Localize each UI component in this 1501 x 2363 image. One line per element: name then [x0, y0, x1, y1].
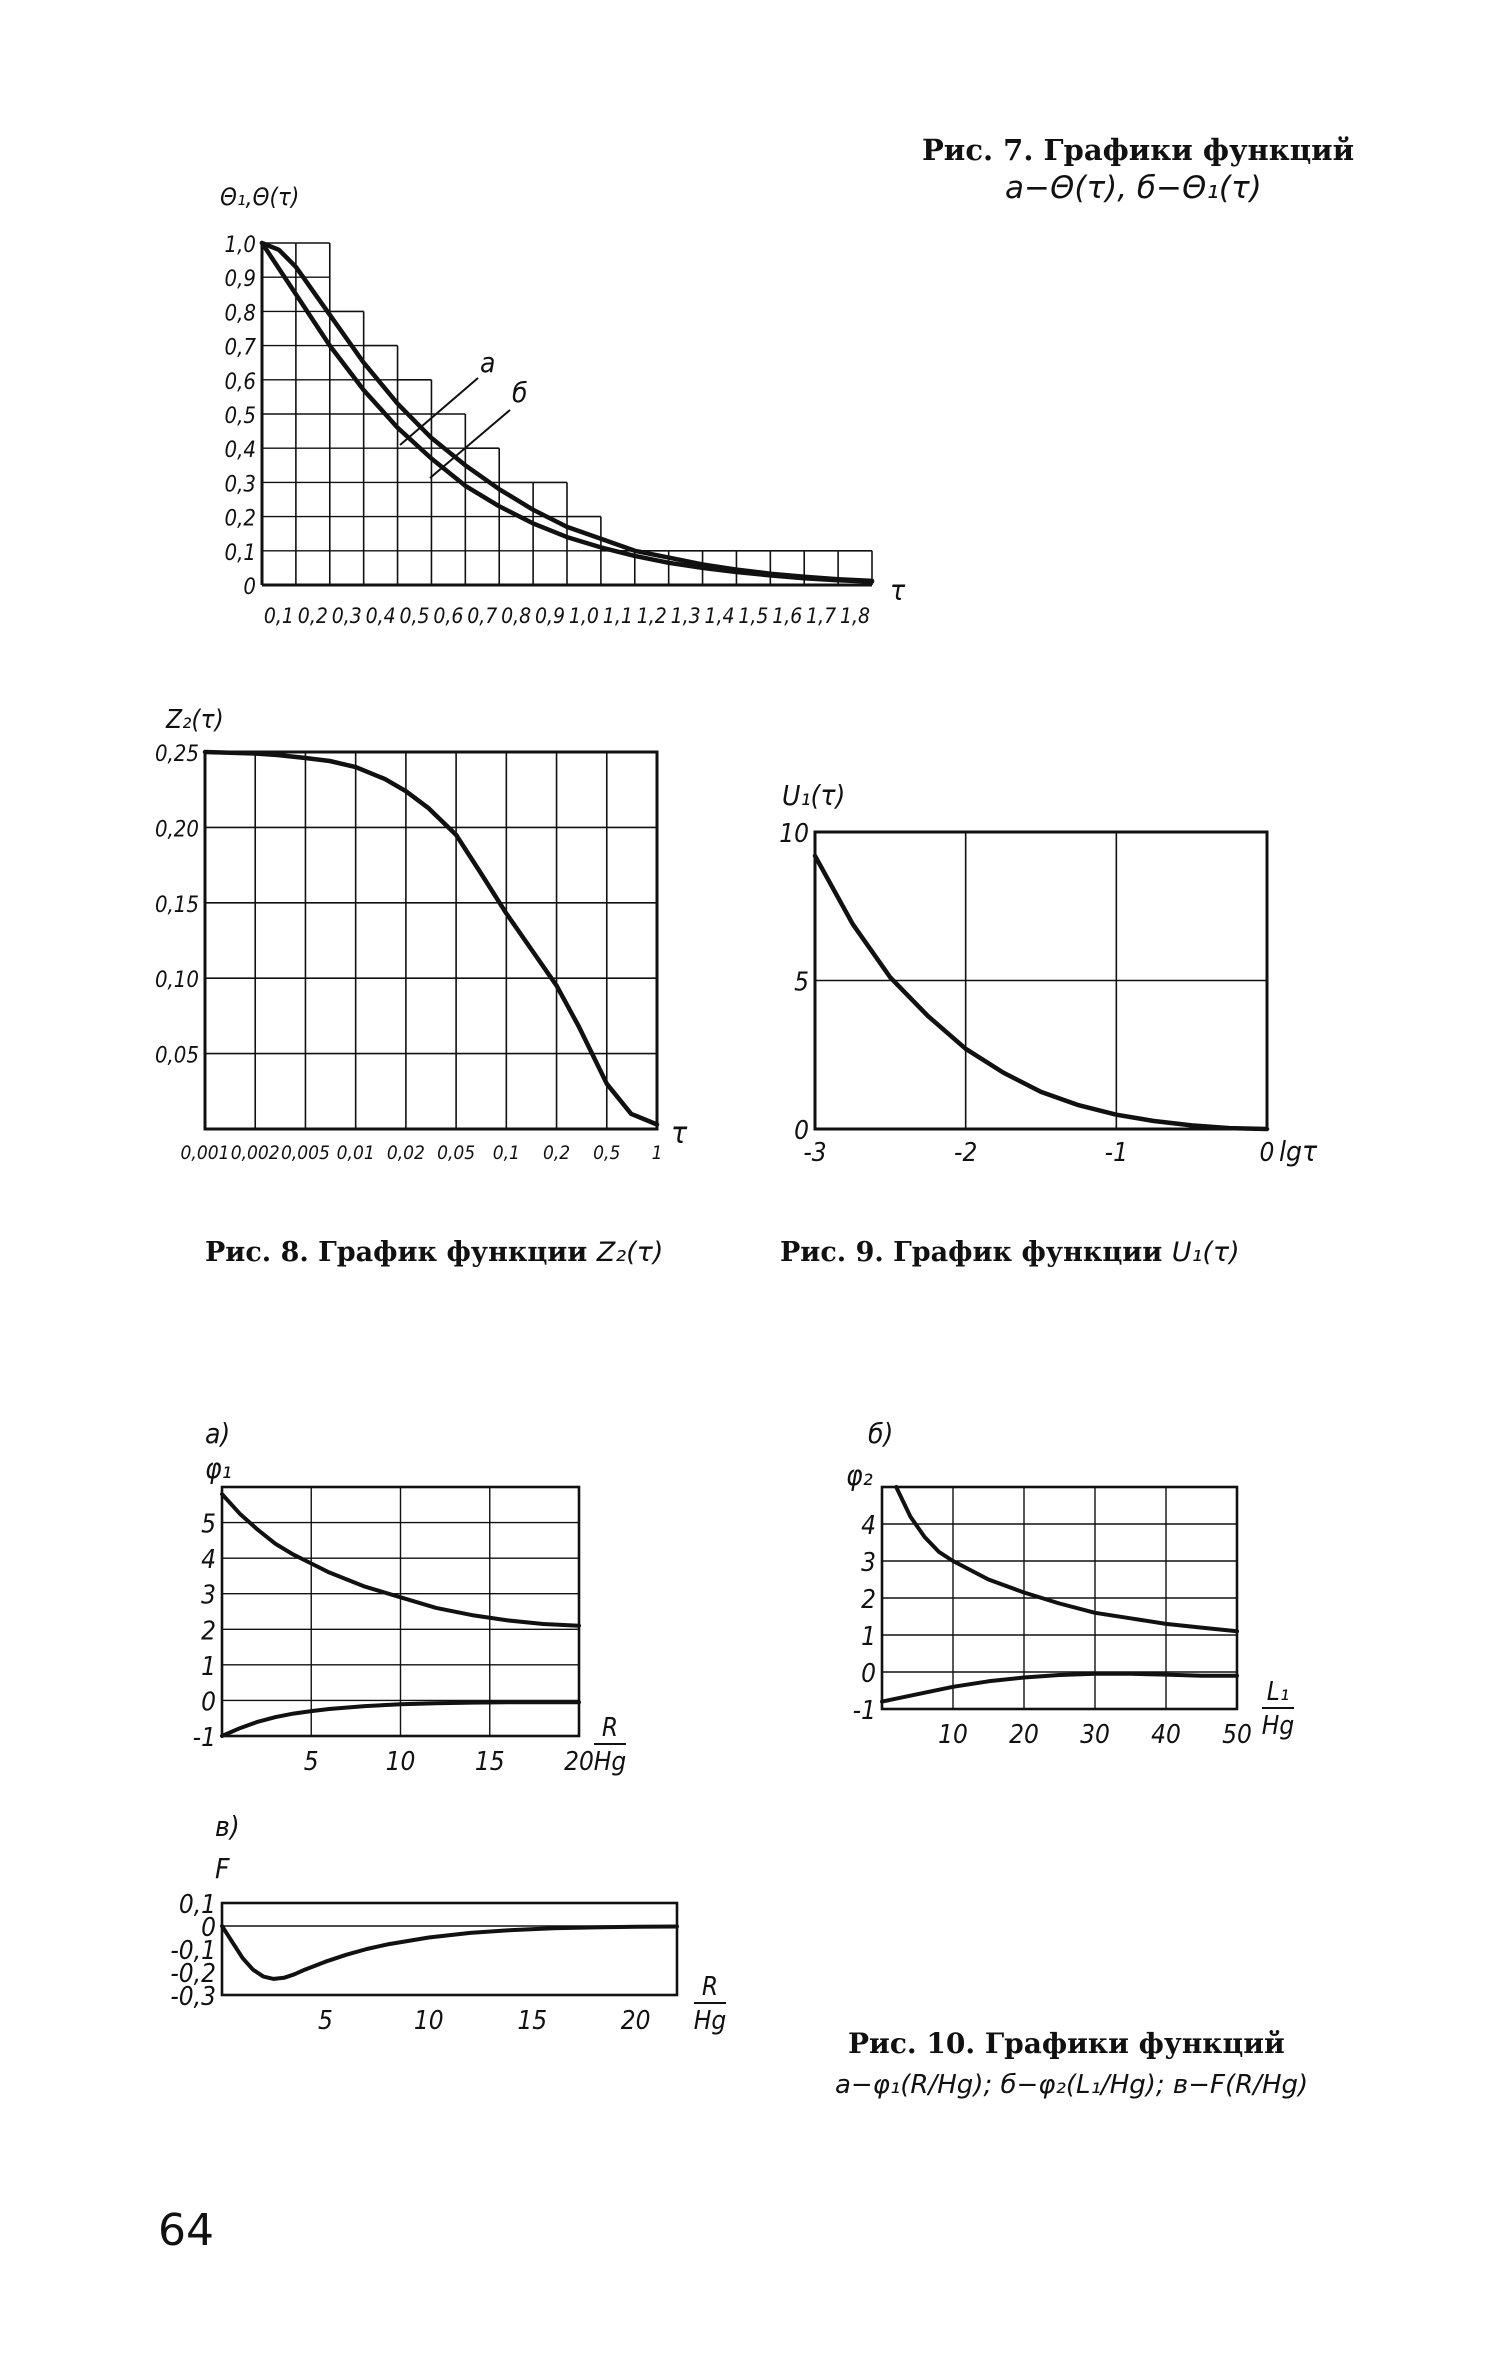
fig8-x-tick-label: 0,2 [542, 1142, 571, 1164]
fig8-y-tick-label: 0,25 [154, 742, 199, 767]
fig10v-x-axis-label-denominator: Hg [693, 2006, 727, 2036]
fig10a-x-tick-label: 15 [474, 1747, 505, 1777]
fig7-annotation-a: а [480, 346, 496, 379]
fig10a-x-axis-label-numerator: R [601, 1713, 619, 1743]
fig8-caption-prefix: Рис. 8. График функции [205, 1237, 588, 1268]
fig9-x-tick-label: -3 [803, 1138, 827, 1168]
fig8-y-axis-label: Z₂(τ) [166, 705, 224, 735]
fig7-annotation-b: б [512, 376, 528, 409]
fig9-chart [779, 779, 1318, 1168]
fig8-x-tick-label: 0,005 [280, 1142, 330, 1164]
fig10v-panel-label: в) [215, 1810, 240, 1843]
fig10a-y-tick-label: 5 [201, 1509, 216, 1540]
fig10v-y-tick-label: -0,2 [170, 1959, 216, 1989]
fig9-y-tick-label: 5 [794, 967, 809, 998]
fig10b-y-tick-label: 3 [861, 1548, 876, 1578]
fig7-y-axis-label: Θ₁,Θ(τ) [220, 183, 300, 211]
fig8-x-tick-label: 0,001 [180, 1142, 230, 1164]
fig7-y-tick-label: 0,7 [224, 335, 256, 361]
fig7-y-tick-label: 0,4 [224, 438, 256, 464]
fig7-x-tick-label: 1,5 [738, 604, 769, 628]
fig10v-y-tick-label: 0,1 [178, 1890, 216, 1920]
fig10v-x-axis-label-numerator: R [701, 1972, 719, 2002]
fig10v-y-tick-label: -0,1 [170, 1936, 216, 1966]
fig10b-series-line-1 [896, 1487, 1237, 1631]
fig10b-x-tick-label: 20 [1009, 1720, 1039, 1750]
fig9-x-tick-label: 0 [1259, 1138, 1275, 1168]
fig9-x-tick-label: -1 [1104, 1138, 1128, 1168]
fig8-series-line-1 [205, 752, 657, 1125]
fig7-x-tick-label: 0,6 [433, 604, 464, 628]
fig8-chart [155, 705, 688, 1164]
fig9-y-tick-label: 10 [779, 819, 809, 849]
fig10a-x-tick-label: 10 [385, 1747, 416, 1777]
fig9-y-tick-label: 0 [794, 1116, 809, 1146]
fig7-x-tick-label: 1,7 [806, 604, 837, 628]
fig8-x-tick-label: 0,01 [336, 1142, 375, 1164]
fig7-caption-functions: а−Θ(τ), б−Θ₁(τ) [1005, 170, 1262, 206]
fig8-x-tick-label: 0,05 [437, 1142, 476, 1164]
fig10v-x-tick-label: 10 [413, 2006, 444, 2036]
fig8-y-tick-label: 0,15 [154, 892, 199, 918]
fig7-y-tick-label: 1,0 [224, 233, 256, 258]
fig10b-x-tick-label: 30 [1080, 1720, 1110, 1750]
fig10b-y-tick-label: 4 [861, 1511, 876, 1541]
fig7-caption-line1: Рис. 7. Графики функций [922, 133, 1355, 167]
fig10a-x-tick-label: 5 [303, 1747, 319, 1777]
fig10v-series-line-1 [222, 1926, 677, 1979]
fig7-x-tick-label: 1,8 [840, 604, 871, 628]
fig10-caption-line1: Рис. 10. Графики функций [848, 2027, 1285, 2060]
fig10a-x-axis-label-denominator: Hg [593, 1747, 627, 1777]
fig10v-chart [170, 1810, 726, 2036]
fig10v-x-tick-label: 5 [317, 2006, 333, 2036]
fig8-x-tick-label: 0,002 [230, 1142, 280, 1164]
fig10b-x-tick-label: 50 [1222, 1720, 1252, 1750]
fig9-x-tick-label: -2 [954, 1138, 978, 1168]
fig10b-y-tick-label: 0 [861, 1659, 876, 1689]
fig7-x-tick-label: 1,3 [670, 604, 701, 628]
fig10a-chart [193, 1417, 627, 1777]
fig10a-y-tick-label: 0 [201, 1687, 216, 1718]
fig7-x-tick-label: 0,1 [263, 604, 294, 628]
fig7-y-tick-label: 0,5 [224, 404, 256, 429]
fig10b-y-axis-label: φ₂ [846, 1459, 873, 1492]
fig10a-y-tick-label: 4 [201, 1545, 216, 1576]
fig10b-y-tick-label: 1 [861, 1622, 876, 1652]
fig10b-x-axis-label-numerator: L₁ [1266, 1677, 1290, 1707]
fig7-chart [220, 183, 906, 628]
fig10a-y-tick-label: 3 [201, 1580, 216, 1611]
fig10b-series-line-2 [882, 1674, 1237, 1702]
fig9-caption-function: U₁(τ) [1171, 1237, 1240, 1268]
fig8-x-axis-label: τ [671, 1116, 688, 1151]
fig10b-x-tick-label: 40 [1151, 1720, 1181, 1750]
fig10b-x-axis-label-denominator: Hg [1261, 1711, 1295, 1741]
fig8-x-tick-label: 0,5 [593, 1142, 621, 1164]
fig10b-panel-label: б) [868, 1417, 894, 1450]
fig10v-y-tick-label: 0 [201, 1913, 216, 1943]
fig7-x-tick-label: 1,6 [772, 604, 803, 628]
fig10b-y-tick-label: -1 [852, 1696, 876, 1726]
fig10-caption-line2 [835, 2070, 1308, 2100]
fig7-x-tick-label: 1,1 [602, 604, 633, 628]
fig9-caption-prefix: Рис. 9. График функции [780, 1237, 1163, 1268]
fig7-y-tick-label: 0,6 [224, 369, 256, 395]
fig7-x-tick-label: 0,8 [501, 604, 532, 628]
fig7-y-tick-label: 0 [243, 575, 256, 600]
fig9-x-axis-label: lgτ [1279, 1135, 1318, 1168]
fig10a-y-tick-label: 1 [201, 1651, 216, 1682]
fig10v-frame [222, 1903, 677, 1995]
fig10-caption-functions: а−φ₁(R/Hg); б−φ₂(L₁/Hg); в−F(R/Hg) [835, 2070, 1309, 2100]
fig7-x-tick-label: 0,9 [535, 604, 566, 628]
fig10b-x-tick-label: 10 [938, 1720, 968, 1750]
fig10v-x-tick-label: 20 [620, 2006, 651, 2036]
fig7-y-tick-label: 0,1 [224, 540, 256, 566]
fig8-x-tick-label: 0,02 [386, 1142, 425, 1164]
fig10b-chart [846, 1417, 1294, 1750]
fig8-caption-function: Z₂(τ) [596, 1237, 664, 1268]
fig8-caption [205, 1237, 663, 1268]
page-number: 64 [158, 2205, 214, 2256]
fig10v-x-tick-label: 15 [517, 2006, 548, 2036]
fig7-x-axis-label: τ [890, 574, 906, 607]
fig10a-panel-label: а) [205, 1417, 231, 1450]
fig8-x-tick-label: 0,1 [492, 1142, 520, 1164]
fig9-y-axis-label: U₁(τ) [782, 779, 846, 812]
fig8-y-tick-label: 0,10 [154, 968, 199, 994]
fig7-caption-line2 [1005, 170, 1262, 206]
fig10a-y-tick-label: -1 [192, 1723, 216, 1753]
fig7-x-tick-label: 0,4 [365, 604, 396, 628]
fig10a-y-axis-label: φ₁ [205, 1452, 232, 1485]
fig9-caption [780, 1237, 1240, 1268]
fig10a-x-tick-label: 20 [564, 1747, 594, 1777]
fig7-x-tick-label: 1,4 [704, 604, 735, 628]
fig10a-y-tick-label: 2 [201, 1616, 216, 1647]
fig7-x-tick-label: 0,2 [297, 604, 328, 628]
fig10v-y-axis-label: F [215, 1852, 230, 1885]
fig8-y-tick-label: 0,05 [154, 1043, 199, 1069]
fig10v-y-tick-label: -0,3 [170, 1982, 216, 2012]
fig7-x-tick-label: 0,7 [467, 604, 498, 628]
fig7-y-tick-label: 0,2 [224, 506, 256, 532]
fig7-y-tick-label: 0,9 [224, 267, 256, 293]
fig9-series-line-1 [815, 856, 1267, 1129]
fig7-annotation-a-leader [400, 378, 478, 445]
fig7-x-tick-label: 1,0 [568, 604, 599, 628]
fig7-y-tick-label: 0,8 [224, 301, 256, 327]
fig7-x-tick-label: 0,5 [399, 604, 430, 628]
fig8-x-tick-label: 1 [651, 1142, 663, 1164]
fig7-x-tick-label: 0,3 [331, 604, 362, 628]
fig10b-y-tick-label: 2 [861, 1585, 876, 1615]
fig7-y-tick-label: 0,3 [224, 472, 256, 498]
fig8-y-tick-label: 0,20 [154, 817, 199, 843]
fig7-x-tick-label: 1,2 [636, 604, 667, 628]
